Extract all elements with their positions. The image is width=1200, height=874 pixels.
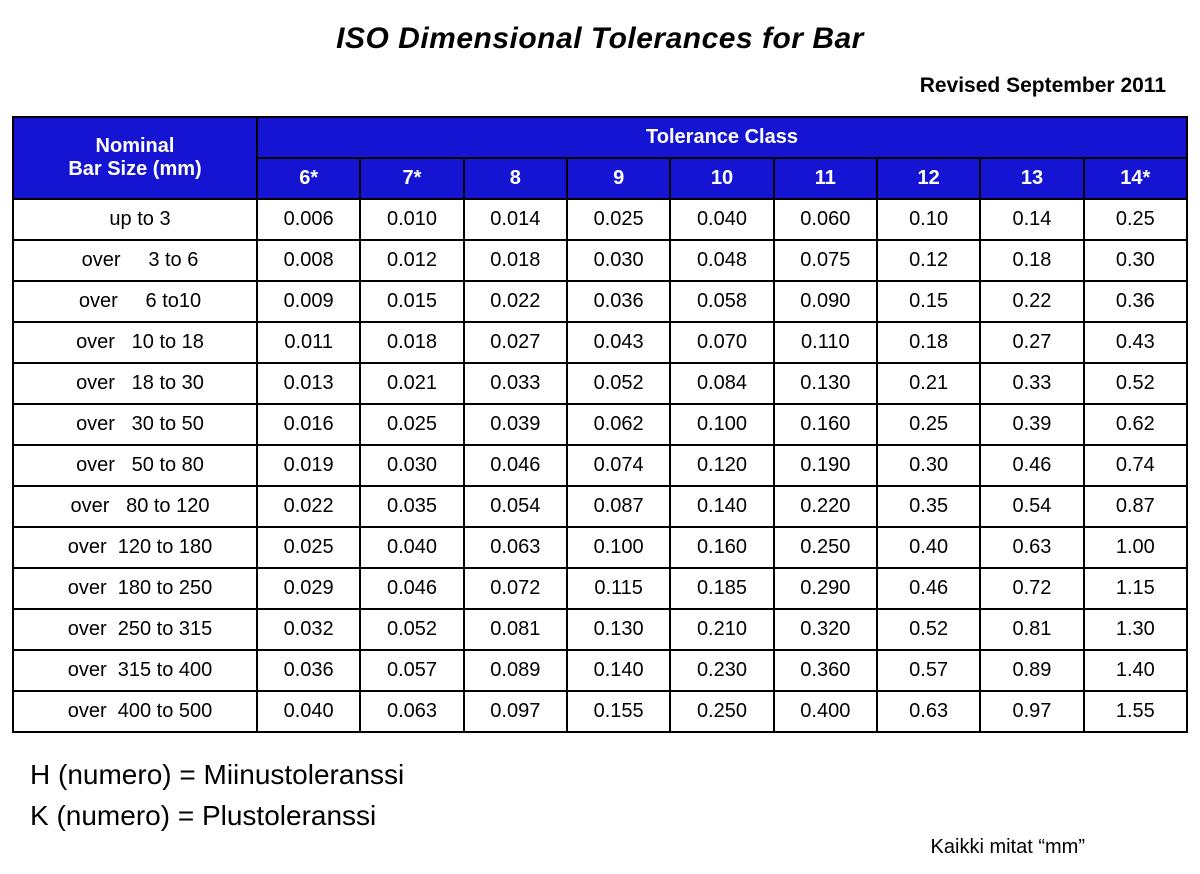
cell-value: 0.97 (980, 691, 1083, 732)
table-row (13, 445, 1187, 486)
cell-value: 0.013 (257, 363, 360, 404)
cell-value: 0.22 (980, 281, 1083, 322)
cell-value: 0.039 (464, 404, 567, 445)
row-size-label: over 10 to 18 (13, 322, 257, 363)
cell-value: 0.009 (257, 281, 360, 322)
nominal-header-line2: Bar Size (mm) (68, 158, 202, 180)
document-page (0, 22, 1200, 874)
cell-value: 0.46 (980, 445, 1083, 486)
page-title: ISO Dimensional Tolerances for Bar (336, 22, 864, 55)
cell-value: 0.52 (1084, 363, 1187, 404)
column-header-12: 12 (877, 158, 980, 199)
cell-value: 0.027 (464, 322, 567, 363)
cell-value: 1.00 (1084, 527, 1187, 568)
column-header-7: 7* (360, 158, 463, 199)
cell-value: 0.130 (567, 609, 670, 650)
cell-value: 0.87 (1084, 486, 1187, 527)
cell-value: 0.210 (670, 609, 773, 650)
cell-value: 0.087 (567, 486, 670, 527)
cell-value: 0.250 (774, 527, 877, 568)
row-size-label: up to 3 (13, 199, 257, 240)
row-size-label: over 250 to 315 (13, 609, 257, 650)
table-body (13, 199, 1187, 732)
cell-value: 0.081 (464, 609, 567, 650)
cell-value: 0.140 (670, 486, 773, 527)
table-row (13, 650, 1187, 691)
cell-value: 0.008 (257, 240, 360, 281)
cell-value: 0.81 (980, 609, 1083, 650)
cell-value: 0.25 (877, 404, 980, 445)
cell-value: 0.029 (257, 568, 360, 609)
cell-value: 0.120 (670, 445, 773, 486)
cell-value: 0.36 (1084, 281, 1187, 322)
table-row (13, 281, 1187, 322)
cell-value: 0.090 (774, 281, 877, 322)
table-row (13, 199, 1187, 240)
cell-value: 0.025 (257, 527, 360, 568)
table-header-row-1 (13, 117, 1187, 158)
cell-value: 0.097 (464, 691, 567, 732)
cell-value: 1.30 (1084, 609, 1187, 650)
table-row (13, 322, 1187, 363)
cell-value: 0.036 (257, 650, 360, 691)
cell-value: 0.048 (670, 240, 773, 281)
cell-value: 0.230 (670, 650, 773, 691)
cell-value: 0.250 (670, 691, 773, 732)
table-row (13, 486, 1187, 527)
cell-value: 0.400 (774, 691, 877, 732)
cell-value: 0.010 (360, 199, 463, 240)
cell-value: 0.62 (1084, 404, 1187, 445)
cell-value: 0.18 (877, 322, 980, 363)
row-size-label: over 400 to 500 (13, 691, 257, 732)
cell-value: 0.72 (980, 568, 1083, 609)
table-row (13, 363, 1187, 404)
cell-value: 0.060 (774, 199, 877, 240)
column-header-8: 8 (464, 158, 567, 199)
cell-value: 0.022 (257, 486, 360, 527)
row-size-label: over 30 to 50 (13, 404, 257, 445)
cell-value: 0.33 (980, 363, 1083, 404)
cell-value: 1.40 (1084, 650, 1187, 691)
cell-value: 0.185 (670, 568, 773, 609)
column-header-14: 14* (1084, 158, 1187, 199)
cell-value: 0.10 (877, 199, 980, 240)
cell-value: 0.033 (464, 363, 567, 404)
cell-value: 0.018 (360, 322, 463, 363)
notes-section (0, 755, 1200, 865)
cell-value: 0.030 (567, 240, 670, 281)
cell-value: 0.140 (567, 650, 670, 691)
cell-value: 0.100 (670, 404, 773, 445)
cell-value: 0.040 (360, 527, 463, 568)
cell-value: 0.063 (360, 691, 463, 732)
column-header-10: 10 (670, 158, 773, 199)
cell-value: 0.057 (360, 650, 463, 691)
cell-value: 0.025 (567, 199, 670, 240)
note-units: Kaikki mitat “mm” (930, 836, 1085, 858)
table-head (13, 117, 1187, 199)
cell-value: 0.63 (980, 527, 1083, 568)
row-size-label: over 6 to10 (13, 281, 257, 322)
cell-value: 0.089 (464, 650, 567, 691)
cell-value: 0.063 (464, 527, 567, 568)
cell-value: 0.290 (774, 568, 877, 609)
cell-value: 0.30 (877, 445, 980, 486)
cell-value: 0.12 (877, 240, 980, 281)
cell-value: 0.084 (670, 363, 773, 404)
nominal-bar-size-header (13, 117, 257, 199)
cell-value: 0.011 (257, 322, 360, 363)
table-row (13, 240, 1187, 281)
cell-value: 0.046 (464, 445, 567, 486)
cell-value: 0.072 (464, 568, 567, 609)
cell-value: 0.40 (877, 527, 980, 568)
cell-value: 0.220 (774, 486, 877, 527)
table-row (13, 609, 1187, 650)
cell-value: 0.54 (980, 486, 1083, 527)
cell-value: 0.74 (1084, 445, 1187, 486)
nominal-header-line1: Nominal (95, 135, 175, 157)
cell-value: 0.89 (980, 650, 1083, 691)
cell-value: 0.63 (877, 691, 980, 732)
cell-value: 0.014 (464, 199, 567, 240)
cell-value: 0.155 (567, 691, 670, 732)
cell-value: 0.040 (257, 691, 360, 732)
cell-value: 0.074 (567, 445, 670, 486)
row-size-label: over 50 to 80 (13, 445, 257, 486)
table-row (13, 527, 1187, 568)
cell-value: 0.030 (360, 445, 463, 486)
column-header-9: 9 (567, 158, 670, 199)
row-size-label: over 120 to 180 (13, 527, 257, 568)
table-row (13, 691, 1187, 732)
cell-value: 0.022 (464, 281, 567, 322)
note-plus-tolerance: K (numero) = Plustoleranssi (30, 799, 377, 831)
cell-value: 0.043 (567, 322, 670, 363)
cell-value: 0.190 (774, 445, 877, 486)
cell-value: 0.35 (877, 486, 980, 527)
tolerance-class-group-header: Tolerance Class (257, 117, 1187, 158)
cell-value: 0.27 (980, 322, 1083, 363)
cell-value: 0.18 (980, 240, 1083, 281)
row-size-label: over 18 to 30 (13, 363, 257, 404)
cell-value: 0.52 (877, 609, 980, 650)
cell-value: 0.036 (567, 281, 670, 322)
column-header-13: 13 (980, 158, 1083, 199)
cell-value: 0.016 (257, 404, 360, 445)
cell-value: 0.320 (774, 609, 877, 650)
cell-value: 0.018 (464, 240, 567, 281)
cell-value: 0.032 (257, 609, 360, 650)
cell-value: 0.14 (980, 199, 1083, 240)
cell-value: 0.160 (670, 527, 773, 568)
cell-value: 0.015 (360, 281, 463, 322)
page-subtitle: Revised September 2011 (919, 74, 1166, 97)
cell-value: 0.006 (257, 199, 360, 240)
cell-value: 1.15 (1084, 568, 1187, 609)
row-size-label: over 315 to 400 (13, 650, 257, 691)
cell-value: 0.052 (360, 609, 463, 650)
cell-value: 0.021 (360, 363, 463, 404)
cell-value: 0.100 (567, 527, 670, 568)
cell-value: 0.054 (464, 486, 567, 527)
row-size-label: over 180 to 250 (13, 568, 257, 609)
cell-value: 0.115 (567, 568, 670, 609)
cell-value: 1.55 (1084, 691, 1187, 732)
cell-value: 0.25 (1084, 199, 1187, 240)
cell-value: 0.46 (877, 568, 980, 609)
cell-value: 0.012 (360, 240, 463, 281)
cell-value: 0.30 (1084, 240, 1187, 281)
row-size-label: over 3 to 6 (13, 240, 257, 281)
cell-value: 0.058 (670, 281, 773, 322)
cell-value: 0.040 (670, 199, 773, 240)
cell-value: 0.21 (877, 363, 980, 404)
cell-value: 0.052 (567, 363, 670, 404)
cell-value: 0.160 (774, 404, 877, 445)
cell-value: 0.019 (257, 445, 360, 486)
cell-value: 0.035 (360, 486, 463, 527)
cell-value: 0.070 (670, 322, 773, 363)
cell-value: 0.39 (980, 404, 1083, 445)
cell-value: 0.15 (877, 281, 980, 322)
cell-value: 0.360 (774, 650, 877, 691)
cell-value: 0.025 (360, 404, 463, 445)
tolerance-table (12, 116, 1188, 733)
cell-value: 0.57 (877, 650, 980, 691)
cell-value: 0.046 (360, 568, 463, 609)
cell-value: 0.075 (774, 240, 877, 281)
cell-value: 0.110 (774, 322, 877, 363)
table-row (13, 404, 1187, 445)
cell-value: 0.062 (567, 404, 670, 445)
column-header-6: 6* (257, 158, 360, 199)
cell-value: 0.130 (774, 363, 877, 404)
row-size-label: over 80 to 120 (13, 486, 257, 527)
column-header-11: 11 (774, 158, 877, 199)
cell-value: 0.43 (1084, 322, 1187, 363)
table-row (13, 568, 1187, 609)
note-minus-tolerance: H (numero) = Miinustoleranssi (30, 759, 405, 790)
